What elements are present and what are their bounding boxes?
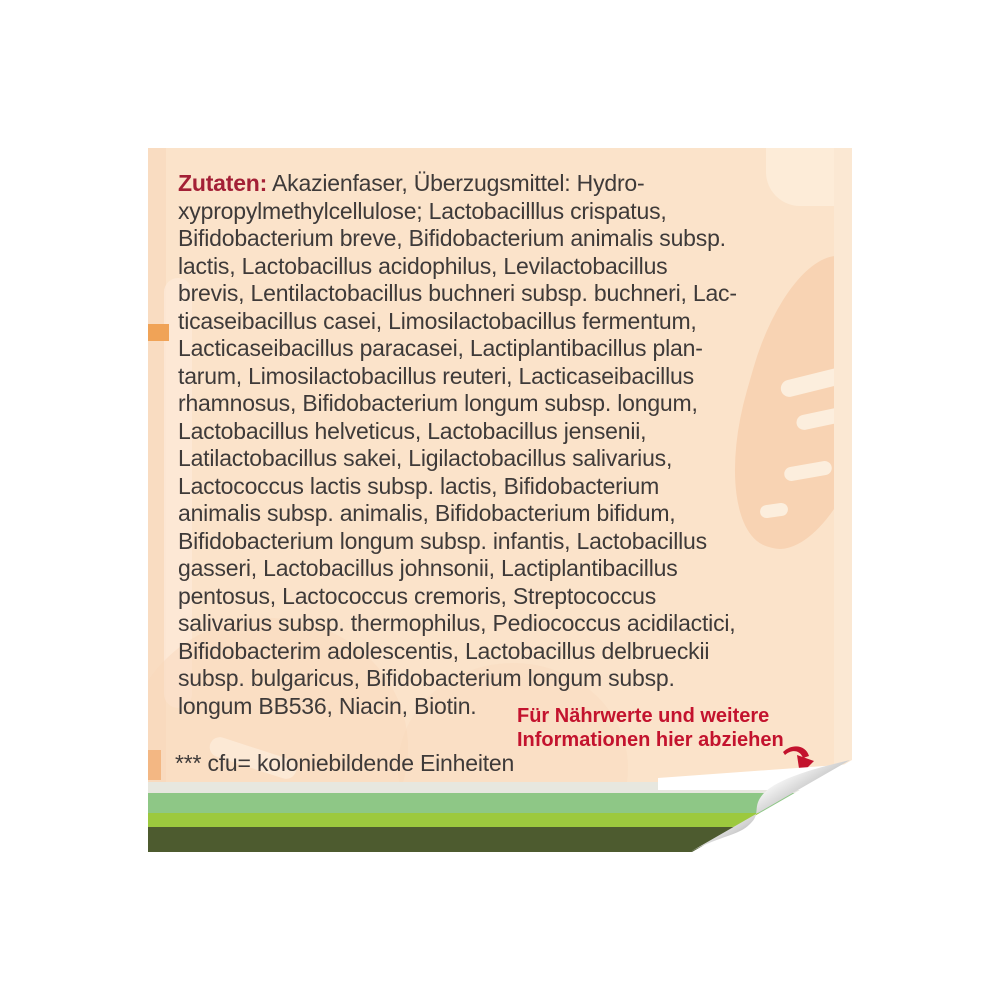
ingredients-heading: Zutaten: xyxy=(178,170,268,196)
ingredient-line: Bifidobacterium breve, Bifidobacterium animalis subsp. xyxy=(178,225,726,251)
cfu-footnote: *** cfu= koloniebildende Einheiten xyxy=(175,750,515,776)
ingredient-line: Lactobacillus helveticus, Lactobacillus jensenii, xyxy=(178,417,647,444)
ingredient-line: Lacticaseibacillus paracasei, Lactiplantibacillus plan- xyxy=(178,335,703,361)
ingredient-line: xypropylmethylcellulose; Lactobacilllus crispatus, xyxy=(178,197,667,224)
ingredient-line: brevis, Lentilactobacillus buchneri subsp. buchneri, Lac- xyxy=(178,280,737,306)
ingredient-line: ticaseibacillus casei, Limosilactobacillus fermentum, xyxy=(178,307,697,334)
peel-note-line: Für Nährwerte und weitere xyxy=(517,705,770,727)
ingredients-lines xyxy=(178,198,838,721)
supplement-label-back-panel xyxy=(148,148,852,852)
page-curl-corner[interactable] xyxy=(600,740,852,852)
ingredient-line: Bifidobacterium longum subsp. infantis, Lactobacillus xyxy=(178,527,707,554)
ingredients-text xyxy=(178,170,838,720)
ingredient-line: animalis subsp. animalis, Bifidobacterium bifidum, xyxy=(178,500,676,526)
ingredient-line: Lactococcus lactis subsp. lactis, Bifidobacterium xyxy=(178,472,660,499)
decor-orange-notch xyxy=(148,324,169,341)
ingredient-line: salivarius subsp. thermophilus, Pediococcus acidilactici, xyxy=(178,610,736,636)
ingredient-line: tarum, Limosilactobacillus reuteri, Lacticaseibacillus xyxy=(178,362,694,389)
ingredient-line-first xyxy=(178,170,838,198)
ingredient-line: Latilactobacillus sakei, Ligilactobacillus salivarius, xyxy=(178,445,673,471)
ingredient-line: longum BB536, Niacin, Biotin. xyxy=(178,692,477,719)
ingredient-line: gasseri, Lactobacillus johnsonii, Lactiplantibacillus xyxy=(178,555,678,581)
ingredient-line: rhamnosus, Bifidobacterium longum subsp. longum, xyxy=(178,390,698,416)
ingredient-line-text: Akazienfaser, Überzugsmittel: Hydro- xyxy=(272,170,645,196)
ingredient-line: lactis, Lactobacillus acidophilus, Levilactobacillus xyxy=(178,252,668,279)
ingredient-line: subsp. bulgaricus, Bifidobacterium longum subsp. xyxy=(178,665,675,691)
ingredient-line: Bifidobacterim adolescentis, Lactobacillus delbrueckii xyxy=(178,637,710,664)
ingredient-line: pentosus, Lactococcus cremoris, Streptococcus xyxy=(178,582,657,609)
peel-note-line: Informationen hier abziehen xyxy=(517,729,784,751)
